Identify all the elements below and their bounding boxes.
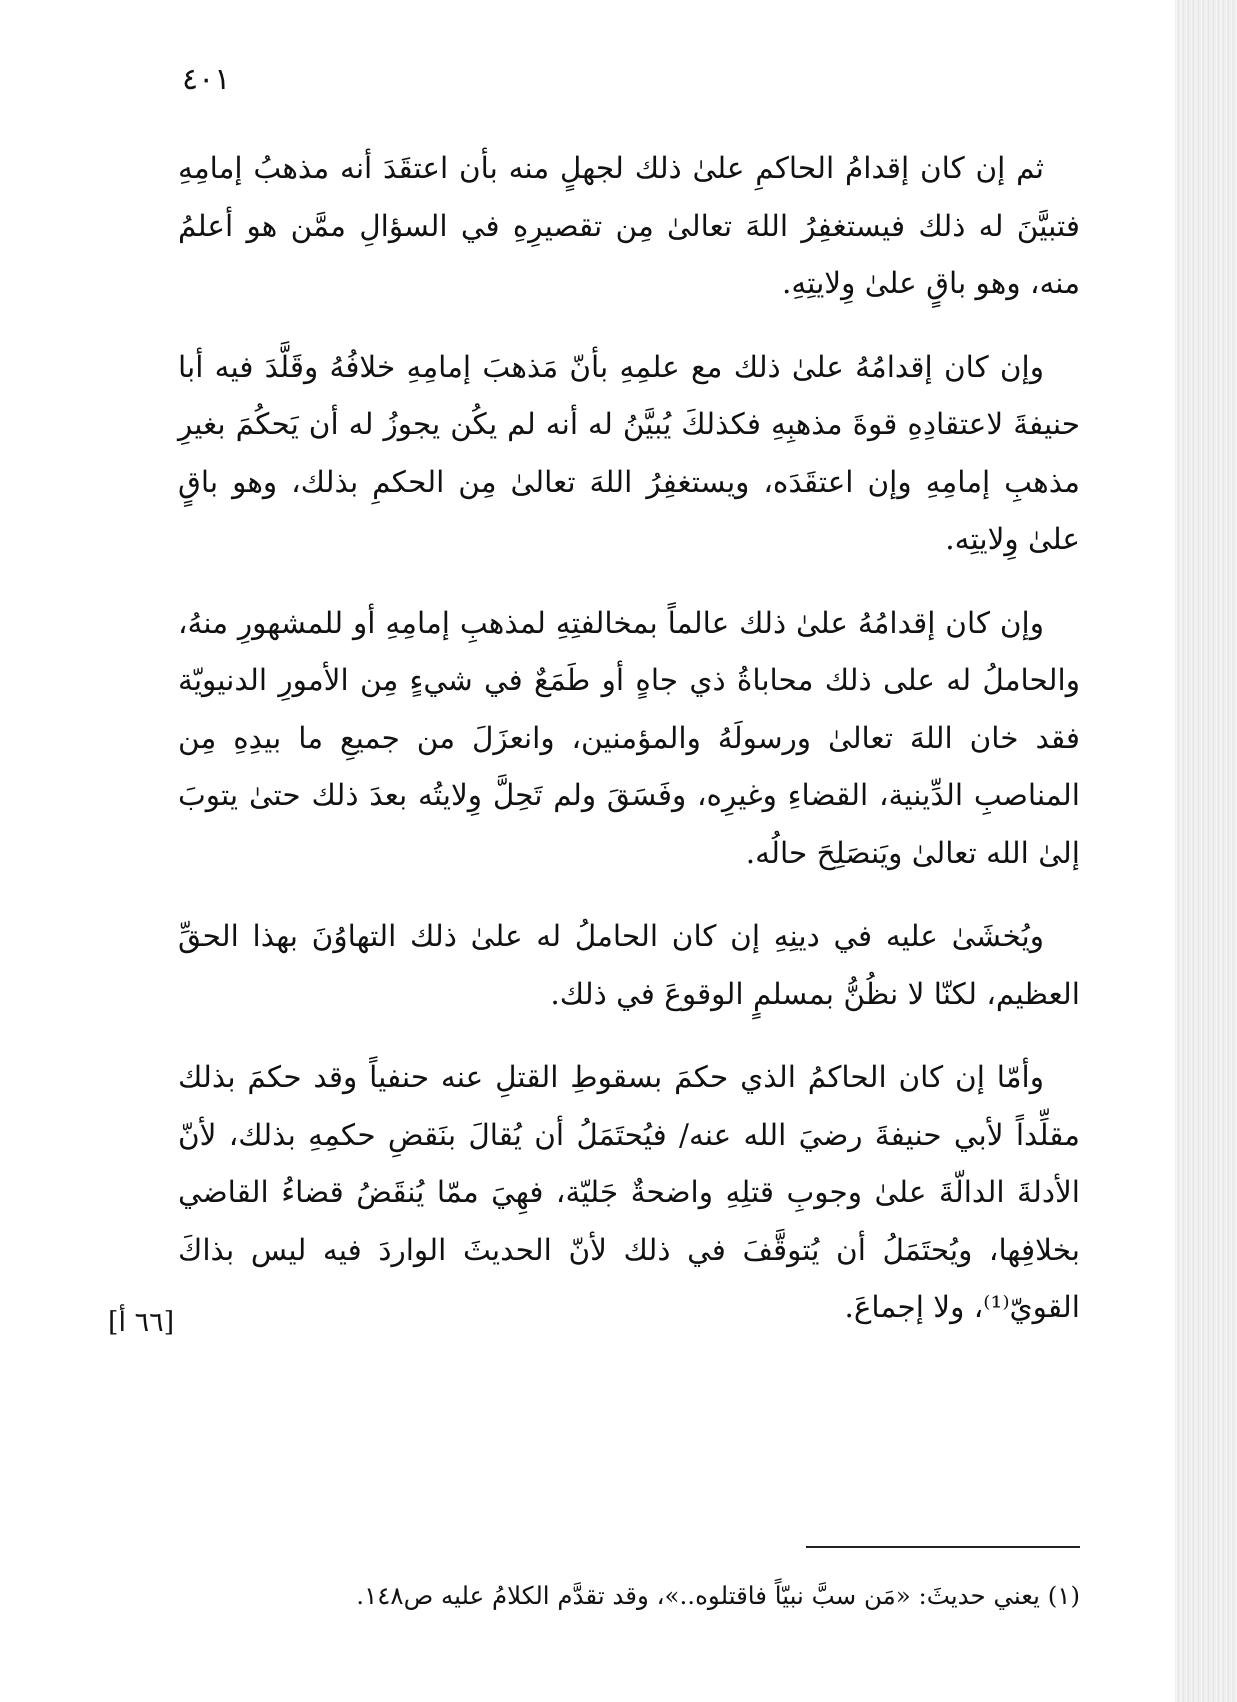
paragraph-3: وإن كان إقدامُهُ علىٰ ذلك عالماً بمخالفتِهِ لمذهبِ إمامِهِ أو للمشهورِ منهُ، والحاملُ له على ذلك محاباةُ ذي جاهٍ أو طَمَعٌ في شيءٍ مِن الأمورِ الدنيويّة فقد خان اللهَ تعالىٰ ورسولَهُ والمؤمنين، وانعزَلَ من جميعِ ما بيدِهِ مِن المناصبِ الدِّينية، القضاءِ وغيرِه، وفَسَقَ ولم تَحِلَّ وِلايتُه بعدَ ذلك حتىٰ يتوبَ إلىٰ الله تعالىٰ ويَنصَلِحَ حالُه. xyxy=(178,605,1080,870)
paragraph-1: ثم إن كان إقدامُ الحاكمِ علىٰ ذلك لجهلٍ منه بأن اعتقَدَ أنه مذهبُ إمامِهِ فتبيَّنَ له ذلك فيستغفِرُ اللهَ تعالىٰ مِن تقصيرِهِ في السؤالِ ممَّن هو أعلمُ منه، وهو باقٍ علىٰ وِلايتِهِ. xyxy=(178,151,1080,300)
paragraph-4: ويُخشَىٰ عليه في دينِهِ إن كان الحاملُ له علىٰ ذلك التهاوُنَ بهذا الحقِّ العظيم، لكنّا لا نظُنُّ بمسلمٍ الوقوعَ في ذلك. xyxy=(178,919,1080,1011)
footnote: (١) يعني حديثَ: «مَن سبَّ نبيّاً فاقتلوه..»، وقد تقدَّم الكلامُ عليه ص١٤٨. xyxy=(356,1581,1080,1610)
page-number: ٤٠١ xyxy=(182,62,231,97)
manuscript-folio-note: [٦٦ أ] xyxy=(108,1307,175,1338)
footnote-divider xyxy=(806,1546,1080,1548)
main-text xyxy=(178,140,1080,1337)
paragraph-5: وأمّا إن كان الحاكمُ الذي حكمَ بسقوطِ القتلِ عنه حنفياً وقد حكمَ بذلك مقلِّداً لأبي حنيفةَ رضيَ الله عنه/ فيُحتَمَلُ أن يُقالَ بنَقضِ حكمِهِ بذلك، لأنّ الأدلةَ الدالّةَ علىٰ وجوبِ قتلِهِ واضحةٌ جَليّة، فهِيَ ممّا يُنقَضُ قضاءُ القاضي بخلافِها، ويُحتَمَلُ أن يُتوقَّفَ في ذلك لأنّ الحديثَ الواردَ فيه ليس بذاكَ القويّ⁽¹⁾، ولا إجماعَ. xyxy=(178,1060,1080,1324)
paragraph-2: وإن كان إقدامُهُ علىٰ ذلك مع علمِهِ بأنّ مَذهبَ إمامِهِ خلافُهُ وقَلَّدَ فيه أبا حنيفةَ لاعتقادِهِ قوةَ مذهبِهِ فكذلكَ يُبيَّنُ له أنه لم يكُن يجوزُ له أن يَحكُمَ بغيرِ مذهبِ إمامِهِ وإن اعتقَدَه، ويستغفِرُ اللهَ تعالىٰ مِن الحكمِ بذلك، وهو باقٍ علىٰ وِلايتِه. xyxy=(178,349,1080,556)
scanned-page-edge xyxy=(1175,0,1237,1702)
